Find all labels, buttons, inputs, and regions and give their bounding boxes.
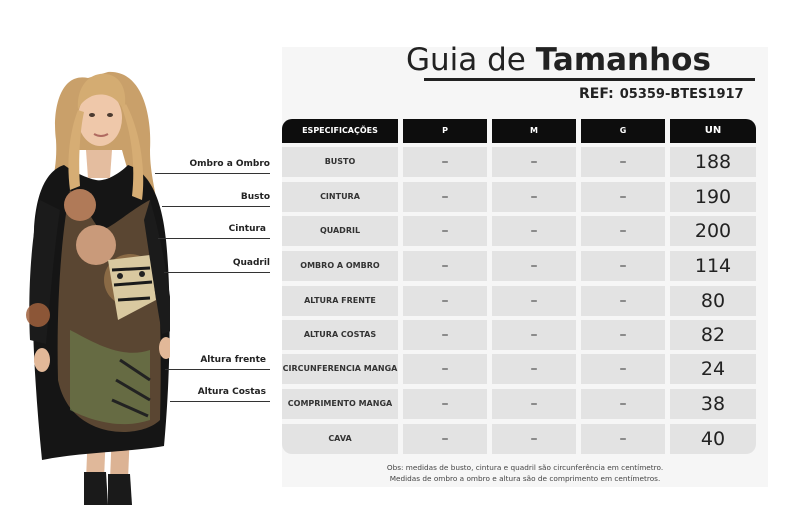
- measure-line: [165, 369, 270, 370]
- measure-line: [155, 173, 270, 174]
- measure-busto: [150, 192, 270, 220]
- measure-line: [170, 401, 270, 402]
- size-un-cell: 200: [670, 216, 756, 246]
- footnote-line-1: Obs: medidas de busto, cintura e quadril são circunferência em centímetro.: [386, 463, 664, 472]
- spec-cell: ALTURA COSTAS: [282, 320, 398, 350]
- size-m-cell: –: [492, 286, 576, 316]
- title-light: Guia de: [406, 42, 526, 78]
- size-un-cell: 24: [670, 354, 756, 384]
- size-p-cell: –: [403, 354, 487, 384]
- measure-line: [158, 238, 270, 239]
- measure-cintura: [150, 224, 270, 252]
- size-un-cell: 40: [670, 424, 756, 454]
- spec-cell: CINTURA: [282, 182, 398, 212]
- ref-code: 05359-BTES1917: [619, 87, 744, 102]
- measure-line: [164, 272, 270, 273]
- size-p-cell: –: [403, 286, 487, 316]
- spec-cell: COMPRIMENTO MANGA: [282, 389, 398, 419]
- size-g-cell: –: [581, 320, 665, 350]
- size-un-cell: 188: [670, 147, 756, 177]
- measure-label: Cintura: [228, 224, 266, 234]
- title-bold: Tamanhos: [535, 42, 711, 78]
- measure-altura-frente: [150, 355, 270, 383]
- size-p-cell: –: [403, 182, 487, 212]
- size-m-cell: –: [492, 182, 576, 212]
- measure-label: Altura frente: [200, 355, 266, 365]
- boots: [84, 472, 108, 505]
- size-p-cell: –: [403, 216, 487, 246]
- size-un-cell: 82: [670, 320, 756, 350]
- measure-line: [162, 206, 270, 207]
- measure-label: Ombro a Ombro: [189, 159, 270, 169]
- header-especificacoes: ESPECIFICAÇÕES: [282, 119, 398, 143]
- spec-cell: ALTURA FRENTE: [282, 286, 398, 316]
- model-photo: [0, 0, 170, 505]
- measure-ombro-a-ombro: [150, 159, 270, 187]
- size-un-cell: 190: [670, 182, 756, 212]
- size-un-cell: 80: [670, 286, 756, 316]
- size-g-cell: –: [581, 424, 665, 454]
- size-p-cell: –: [403, 251, 487, 281]
- spec-cell: CAVA: [282, 424, 398, 454]
- page-title: [406, 38, 746, 82]
- size-g-cell: –: [581, 251, 665, 281]
- size-p-cell: –: [403, 389, 487, 419]
- size-m-cell: –: [492, 320, 576, 350]
- size-un-cell: 38: [670, 389, 756, 419]
- size-m-cell: –: [492, 354, 576, 384]
- footnote: [372, 462, 678, 484]
- footnote-line-2: Medidas de ombro a ombro e altura são de comprimento em centímetros.: [389, 474, 661, 483]
- measure-quadril: [150, 258, 270, 286]
- size-m-cell: –: [492, 216, 576, 246]
- size-m-cell: –: [492, 251, 576, 281]
- size-m-cell: –: [492, 389, 576, 419]
- title-underline: [424, 78, 755, 81]
- measure-label: Busto: [240, 192, 270, 202]
- ref-key: REF:: [579, 86, 614, 102]
- spec-cell: QUADRIL: [282, 216, 398, 246]
- size-m-cell: –: [492, 424, 576, 454]
- header-p: P: [403, 119, 487, 143]
- size-g-cell: –: [581, 286, 665, 316]
- measure-label: Altura Costas: [197, 387, 266, 397]
- size-p-cell: –: [403, 320, 487, 350]
- header-m: M: [492, 119, 576, 143]
- product-ref: [579, 84, 759, 104]
- size-m-cell: –: [492, 147, 576, 177]
- spec-cell: OMBRO A OMBRO: [282, 251, 398, 281]
- header-un: UN: [670, 119, 756, 143]
- size-g-cell: –: [581, 389, 665, 419]
- header-g: G: [581, 119, 665, 143]
- size-un-cell: 114: [670, 251, 756, 281]
- spec-cell: BUSTO: [282, 147, 398, 177]
- size-g-cell: –: [581, 354, 665, 384]
- spec-cell: CIRCUNFERENCIA MANGA: [282, 354, 398, 384]
- size-p-cell: –: [403, 147, 487, 177]
- size-g-cell: –: [581, 147, 665, 177]
- measure-altura-costas: [150, 387, 270, 415]
- size-g-cell: –: [581, 182, 665, 212]
- size-g-cell: –: [581, 216, 665, 246]
- measure-label: Quadril: [232, 258, 270, 268]
- size-p-cell: –: [403, 424, 487, 454]
